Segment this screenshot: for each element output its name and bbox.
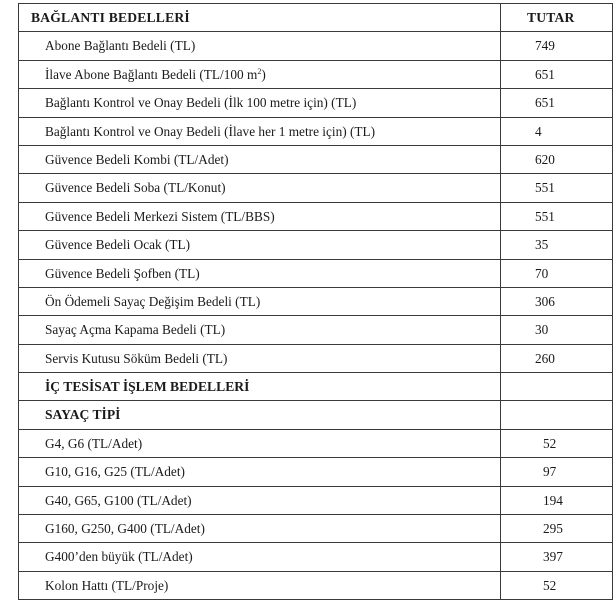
- table-row: [19, 344, 613, 372]
- row-label: Ön Ödemeli Sayaç Değişim Bedeli (TL): [19, 287, 501, 315]
- row-label: Servis Kutusu Söküm Bedeli (TL): [19, 344, 501, 372]
- row-label: Güvence Bedeli Ocak (TL): [19, 231, 501, 259]
- row-value: 306: [501, 287, 613, 315]
- row-value: 97: [501, 458, 613, 486]
- row-value: 52: [501, 429, 613, 457]
- row-label: G400’den büyük (TL/Adet): [19, 543, 501, 571]
- table-row: [19, 202, 613, 230]
- row-label: İlave Abone Bağlantı Bedeli (TL/100 $m^2$): [19, 60, 501, 88]
- table-row: [19, 429, 613, 457]
- row-label: Abone Bağlantı Bedeli (TL): [19, 32, 501, 60]
- row-value: 651: [501, 60, 613, 88]
- table-row: [19, 174, 613, 202]
- table-row: [19, 316, 613, 344]
- row-label: G40, G65, G100 (TL/Adet): [19, 486, 501, 514]
- row-value: 749: [501, 32, 613, 60]
- fee-table: [18, 3, 613, 600]
- table-row: [19, 32, 613, 60]
- section-title: İÇ TESİSAT İŞLEM BEDELLERİ: [19, 373, 501, 401]
- table-row: [19, 145, 613, 173]
- row-value: 651: [501, 89, 613, 117]
- table-row: [19, 259, 613, 287]
- row-value: 4: [501, 117, 613, 145]
- row-label: G4, G6 (TL/Adet): [19, 429, 501, 457]
- table-row: [19, 458, 613, 486]
- table-row: [19, 571, 613, 599]
- section-row-installation: [19, 373, 613, 401]
- table-row: [19, 89, 613, 117]
- row-label: Bağlantı Kontrol ve Onay Bedeli (İlave her 1 metre için) (TL): [19, 117, 501, 145]
- table-row: [19, 60, 613, 88]
- row-label: Güvence Bedeli Soba (TL/Konut): [19, 174, 501, 202]
- row-label: G10, G16, G25 (TL/Adet): [19, 458, 501, 486]
- row-label: G160, G250, G400 (TL/Adet): [19, 515, 501, 543]
- header-value-label: TUTAR: [501, 4, 613, 32]
- table-row: [19, 515, 613, 543]
- row-value: 70: [501, 259, 613, 287]
- row-value: 620: [501, 145, 613, 173]
- empty-cell: [501, 401, 613, 429]
- empty-cell: [501, 373, 613, 401]
- table-row: [19, 117, 613, 145]
- row-value: 551: [501, 202, 613, 230]
- row-label: Güvence Bedeli Şofben (TL): [19, 259, 501, 287]
- table-header-row: [19, 4, 613, 32]
- row-label: Güvence Bedeli Merkezi Sistem (TL/BBS): [19, 202, 501, 230]
- table-row: [19, 287, 613, 315]
- row-label: Güvence Bedeli Kombi (TL/Adet): [19, 145, 501, 173]
- row-label: Sayaç Açma Kapama Bedeli (TL): [19, 316, 501, 344]
- row-label: Bağlantı Kontrol ve Onay Bedeli (İlk 100 metre için) (TL): [19, 89, 501, 117]
- row-value: 295: [501, 515, 613, 543]
- table-row: [19, 543, 613, 571]
- table-row: [19, 231, 613, 259]
- row-value: 52: [501, 571, 613, 599]
- row-value: 260: [501, 344, 613, 372]
- row-value: 194: [501, 486, 613, 514]
- section-row-meter-type: [19, 401, 613, 429]
- row-value: 397: [501, 543, 613, 571]
- row-value: 30: [501, 316, 613, 344]
- header-label: BAĞLANTI BEDELLERİ: [19, 4, 501, 32]
- row-value: 35: [501, 231, 613, 259]
- table-row: [19, 486, 613, 514]
- row-label: Kolon Hattı (TL/Proje): [19, 571, 501, 599]
- section-title: SAYAÇ TİPİ: [19, 401, 501, 429]
- row-value: 551: [501, 174, 613, 202]
